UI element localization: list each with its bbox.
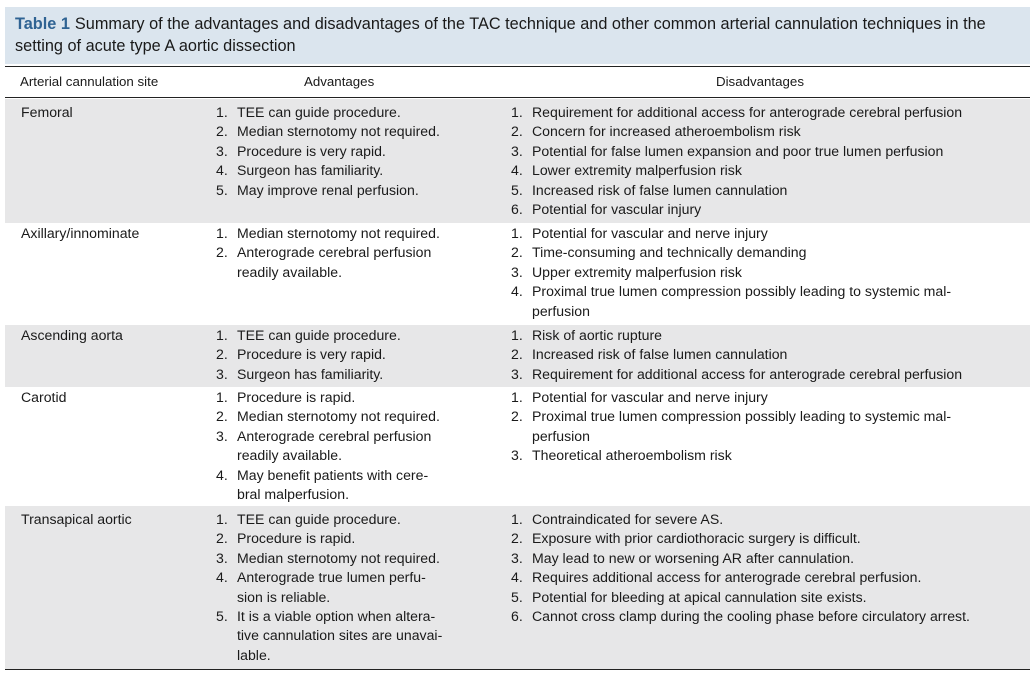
- list-item: 2. Procedure is very rapid.: [216, 346, 386, 363]
- list-item: 1. Potential for vascular and nerve injury: [511, 225, 768, 241]
- list-item: 1. Potential for vascular and nerve injury: [511, 389, 768, 405]
- disadvantages-list: [511, 326, 1030, 384]
- list-item: 3. Median sternotomy not required.: [216, 549, 440, 566]
- table-title: Summary of the advantages and disadvantages of the TAC technique and other common arterial cannulation techniques in the setting of acute type A aortic dissection: [15, 15, 986, 55]
- list-item: 3. Anterograde cerebral perfusion readily available.: [216, 427, 432, 464]
- advantages-list: [216, 388, 476, 504]
- bottom-rule: [5, 669, 1030, 670]
- list-item: 4. Requires additional access for anterograde cerebral perfusion.: [511, 569, 922, 586]
- list-item: 2. Proximal true lumen compression possibly leading to systemic mal- perfusion: [511, 408, 952, 444]
- disadvantages-list: [511, 510, 1030, 626]
- table-label: Table 1: [15, 15, 70, 33]
- table-caption: [5, 7, 1030, 64]
- list-item: 5. Potential for bleeding at apical cannulation site exists.: [511, 588, 867, 605]
- list-item: 1. Contraindicated for severe AS.: [511, 511, 724, 527]
- cannulation-site: Femoral: [21, 104, 73, 120]
- cannulation-site: Axillary/innominate: [21, 225, 140, 241]
- list-item: 4. Lower extremity malperfusion risk: [511, 162, 742, 179]
- list-item: 1. Median sternotomy not required.: [216, 225, 440, 241]
- list-item: 2. Exposure with prior cardiothoracic surgery is difficult.: [511, 530, 861, 547]
- list-item: 3. Upper extremity malperfusion risk: [511, 263, 742, 280]
- advantages-list: [216, 326, 476, 384]
- list-item: 1. Procedure is rapid.: [216, 389, 356, 405]
- table-row: [5, 223, 1030, 325]
- disadvantages-list: [511, 224, 1030, 321]
- list-item: 2. Anterograde cerebral perfusion readily available.: [216, 244, 432, 280]
- table-row: [5, 387, 1030, 506]
- cannulation-site: Ascending aorta: [21, 327, 123, 343]
- list-item: 2. Median sternotomy not required.: [216, 408, 440, 425]
- list-item: 1. TEE can guide procedure.: [216, 327, 401, 343]
- cannulation-site: Transapical aortic: [21, 511, 132, 527]
- list-item: 4. Surgeon has familiarity.: [216, 162, 384, 179]
- list-item: 2. Concern for increased atheroembolism risk: [511, 123, 801, 140]
- header-rule: [5, 97, 1030, 98]
- advantages-list: [216, 510, 476, 665]
- list-item: 1. Risk of aortic rupture: [511, 327, 663, 343]
- list-item: 5. Increased risk of false lumen cannulation: [511, 181, 788, 198]
- list-item: 4. May benefit patients with cere- bral malperfusion.: [216, 466, 429, 503]
- disadvantages-list: [511, 103, 1030, 219]
- cannulation-site: Carotid: [21, 389, 67, 405]
- list-item: 5. It is a viable option when altera- tive cannulation sites are unavai- lable.: [216, 608, 443, 663]
- list-item: 6. Cannot cross clamp during the cooling phase before circulatory arrest.: [511, 608, 970, 625]
- table-row: [5, 99, 1030, 223]
- header-disadvantages: Disadvantages: [716, 74, 804, 89]
- top-rule: [5, 66, 1030, 67]
- list-item: 1. TEE can guide procedure.: [216, 104, 401, 120]
- list-item: 2. Time-consuming and technically demanding: [511, 244, 807, 261]
- table-row: [5, 325, 1030, 387]
- list-item: 4. Proximal true lumen compression possibly leading to systemic mal- perfusion: [511, 283, 952, 319]
- header-site: Arterial cannulation site: [20, 74, 159, 89]
- list-item: 1. Requirement for additional access for anterograde cerebral perfusion: [511, 104, 963, 120]
- list-item: 2. Increased risk of false lumen cannulation: [511, 346, 788, 363]
- list-item: 2. Procedure is rapid.: [216, 530, 356, 547]
- list-item: 3. Procedure is very rapid.: [216, 142, 386, 159]
- list-item: 4. Anterograde true lumen perfu- sion is reliable.: [216, 569, 426, 605]
- list-item: 1. TEE can guide procedure.: [216, 511, 401, 527]
- list-item: 3. Potential for false lumen expansion and poor true lumen perfusion: [511, 142, 944, 159]
- table-row: [5, 506, 1030, 669]
- list-item: 3. Surgeon has familiarity.: [216, 365, 384, 382]
- list-item: 3. Theoretical atheroembolism risk: [511, 447, 732, 464]
- disadvantages-list: [511, 388, 1030, 466]
- list-item: 6. Potential for vascular injury: [511, 201, 702, 218]
- list-item: 5. May improve renal perfusion.: [216, 181, 419, 198]
- list-item: 2. Median sternotomy not required.: [216, 123, 440, 140]
- list-item: 3. May lead to new or worsening AR after cannulation.: [511, 549, 854, 566]
- advantages-list: [216, 224, 476, 282]
- header-advantages: Advantages: [304, 74, 375, 89]
- list-item: 3. Requirement for additional access for anterograde cerebral perfusion: [511, 365, 963, 382]
- advantages-list: [216, 103, 476, 200]
